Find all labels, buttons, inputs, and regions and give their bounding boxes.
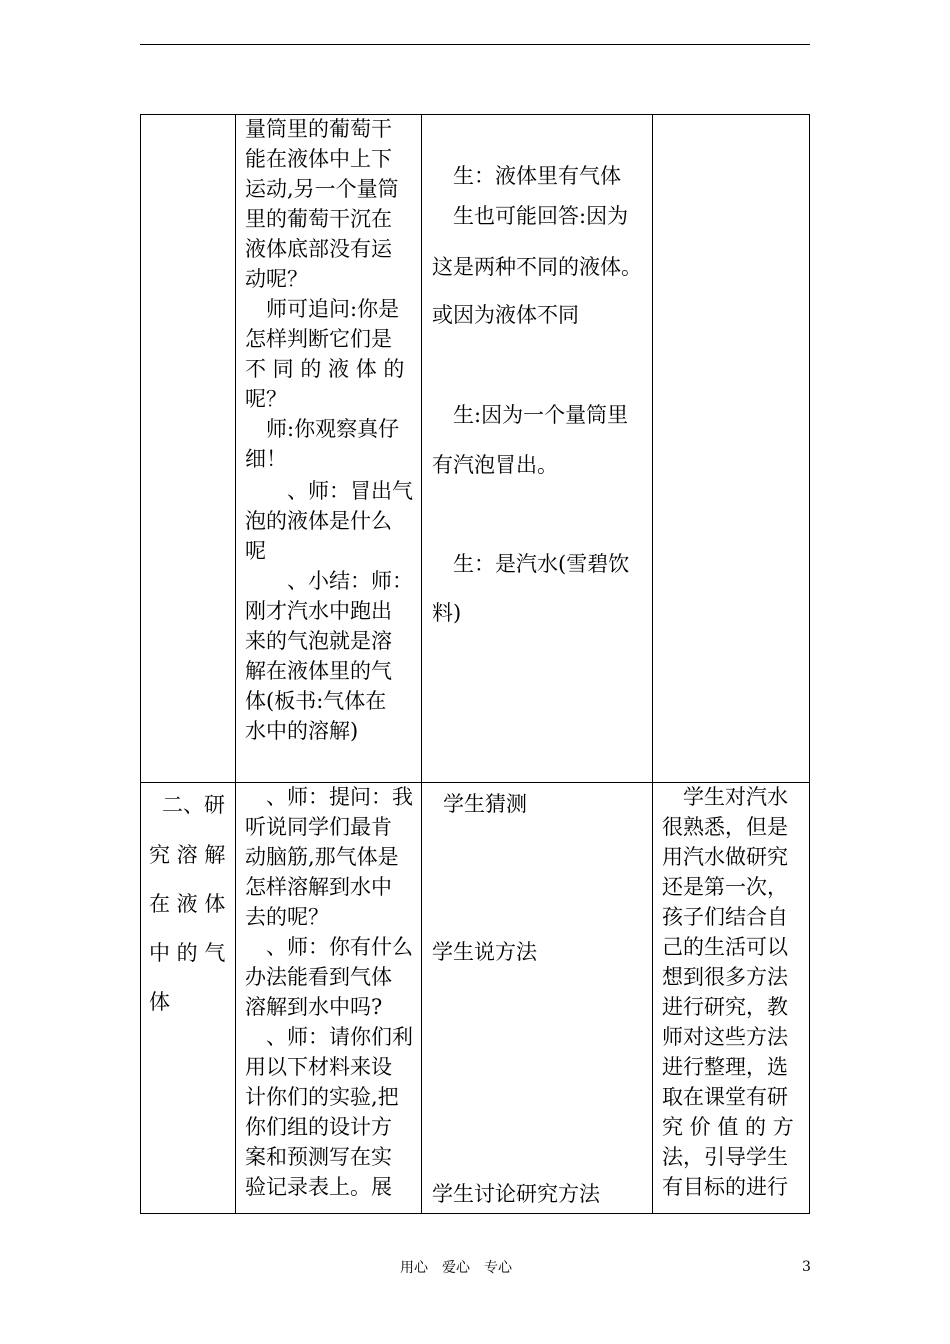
teacher-line: 去的呢？ bbox=[245, 905, 329, 929]
header-rule bbox=[140, 44, 810, 45]
note-line: 有目标的进行 bbox=[662, 1175, 788, 1199]
student-line: 生：液体里有气体 bbox=[432, 164, 621, 188]
teacher-line: 师可追问:你是 bbox=[245, 297, 400, 321]
teacher-line: 刚才汽水中跑出 bbox=[245, 599, 392, 623]
note-line: 法，引导学生 bbox=[662, 1145, 788, 1169]
student-line: 生：是汽水(雪碧饮 bbox=[432, 552, 630, 576]
teacher-line: 解在液体里的气 bbox=[245, 659, 392, 683]
note-line: 取在课堂有研 bbox=[662, 1085, 788, 1109]
note-line: 己的生活可以 bbox=[662, 935, 788, 959]
teacher-line: 计你们的实验,把 bbox=[245, 1085, 399, 1109]
teacher-line: 怎样判断它们是 bbox=[245, 327, 392, 351]
teacher-line: 细！ bbox=[245, 447, 287, 471]
teacher-line: 你们组的设计方 bbox=[245, 1115, 392, 1139]
teacher-line: 师:你观察真仔 bbox=[245, 417, 400, 441]
teacher-line: 呢？ bbox=[245, 387, 287, 411]
note-line: 师对这些方法 bbox=[662, 1025, 788, 1049]
teacher-line: 呢 bbox=[245, 539, 266, 563]
teacher-line: 验记录表上。展 bbox=[245, 1175, 392, 1199]
student-line: 学生说方法 bbox=[432, 940, 537, 964]
teacher-line: 、师：你有什么 bbox=[245, 935, 413, 959]
note-line: 用汽水做研究 bbox=[662, 845, 788, 869]
student-line: 或因为液体不同 bbox=[432, 303, 579, 327]
teacher-line: 听说同学们最肯 bbox=[245, 815, 392, 839]
student-line: 生:因为一个量筒里 bbox=[432, 403, 629, 427]
column-divider bbox=[421, 115, 422, 1213]
teacher-line: 泡的液体是什么 bbox=[245, 509, 392, 533]
student-line: 有汽泡冒出。 bbox=[432, 453, 558, 477]
teacher-line: 动脑筋,那气体是 bbox=[245, 845, 399, 869]
column-divider bbox=[652, 115, 653, 1213]
note-line: 孩子们结合自 bbox=[662, 905, 788, 929]
teacher-line: 里的葡萄干沉在 bbox=[245, 207, 392, 231]
teacher-line: 能在液体中上下 bbox=[245, 147, 392, 171]
note-line: 究 价 值 的 方 bbox=[662, 1115, 794, 1139]
teacher-line: 液体底部没有运 bbox=[245, 237, 392, 261]
teacher-line: 运动,另一个量筒 bbox=[245, 177, 399, 201]
student-line: 生也可能回答:因为 bbox=[432, 204, 629, 228]
note-line: 还是第一次， bbox=[662, 875, 788, 899]
teacher-line: 用以下材料来设 bbox=[245, 1055, 392, 1079]
section-title-line: 中 的 气 bbox=[149, 941, 226, 965]
teacher-line: 量筒里的葡萄干 bbox=[245, 117, 392, 141]
student-line: 料) bbox=[432, 601, 462, 625]
teacher-line: 、师：请你们利 bbox=[245, 1025, 413, 1049]
teacher-line: 办法能看到气体 bbox=[245, 965, 392, 989]
student-line: 学生猜测 bbox=[443, 792, 527, 816]
teacher-line: 、小结：师： bbox=[245, 569, 413, 593]
teacher-line: 、师：提问：我 bbox=[245, 785, 413, 809]
teacher-line: 水中的溶解) bbox=[245, 719, 359, 743]
note-line: 进行研究，教 bbox=[662, 995, 788, 1019]
student-line: 这是两种不同的液体。 bbox=[432, 255, 642, 279]
teacher-line: 溶解到水中吗? bbox=[245, 995, 383, 1019]
teacher-line: 体(板书:气体在 bbox=[245, 689, 387, 713]
teacher-line: 案和预测写在实 bbox=[245, 1145, 392, 1169]
note-line: 很熟悉，但是 bbox=[662, 815, 788, 839]
teacher-line: 不 同 的 液 体 的 bbox=[245, 357, 405, 381]
column-divider bbox=[235, 115, 236, 1213]
footer-slogan: 用心 爱心 专心 bbox=[400, 1260, 512, 1276]
teacher-line: 怎样溶解到水中 bbox=[245, 875, 392, 899]
section-title-line: 体 bbox=[149, 990, 170, 1014]
note-line: 想到很多方法 bbox=[662, 965, 788, 989]
section-title-line: 二、研 bbox=[162, 793, 225, 817]
teacher-line: 来的气泡就是溶 bbox=[245, 629, 392, 653]
note-line: 进行整理，选 bbox=[662, 1055, 788, 1079]
teacher-line: 动呢？ bbox=[245, 267, 308, 291]
page-number: 3 bbox=[802, 1259, 811, 1275]
section-title-line: 在 液 体 bbox=[149, 892, 226, 916]
student-line: 学生讨论研究方法 bbox=[432, 1182, 600, 1206]
note-line: 学生对汽水 bbox=[662, 785, 788, 809]
section-title-line: 究 溶 解 bbox=[149, 843, 226, 867]
teacher-line: 、师：冒出气 bbox=[245, 479, 413, 503]
